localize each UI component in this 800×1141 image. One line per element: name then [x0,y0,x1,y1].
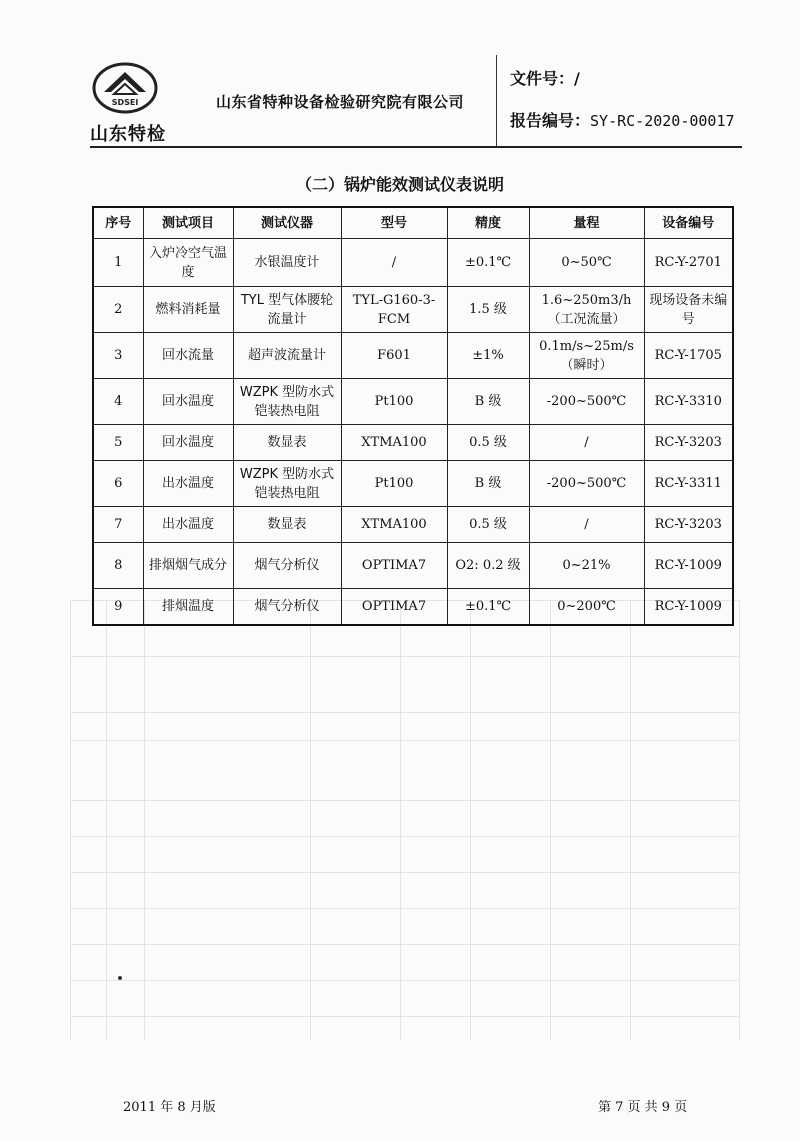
cell-model: TYL-G160-3-FCM [341,287,447,333]
cell-device-id: RC-Y-2701 [644,239,733,287]
cell-accuracy: B 级 [447,379,529,425]
cell-no: 3 [93,333,143,379]
report-number [510,108,735,131]
table-row [93,425,733,461]
cell-model: / [341,239,447,287]
cell-model: F601 [341,333,447,379]
col-header-instrument: 测试仪器 [233,207,341,239]
cell-test-item: 入炉冷空气温度 [143,239,233,287]
cell-device-id: RC-Y-1009 [644,543,733,589]
cell-accuracy: O2: 0.2 级 [447,543,529,589]
cell-accuracy: B 级 [447,461,529,507]
cell-instrument: 超声波流量计 [233,333,341,379]
cell-test-item: 出水温度 [143,507,233,543]
cell-instrument: 烟气分析仪 [233,543,341,589]
cell-no: 2 [93,287,143,333]
cell-accuracy: ±0.1℃ [447,589,529,625]
logo-text: 山东特检 [90,124,166,145]
cell-range: 1.6~250m3/h（工况流量） [529,287,644,333]
cell-model: Pt100 [341,379,447,425]
cell-no: 8 [93,543,143,589]
page-number: 第 7 页 共 9 页 [598,1100,688,1115]
table-row [93,239,733,287]
bleed-through-background [70,600,740,1040]
cell-range: 0.1m/s~25m/s（瞬时） [529,333,644,379]
edition-label: 2011 年 8 月版 [123,1100,216,1115]
cell-instrument: 数显表 [233,507,341,543]
header-divider [496,55,497,146]
file-number: 文件号：/ [510,69,580,88]
cell-instrument: 烟气分析仪 [233,589,341,625]
cell-model: XTMA100 [341,507,447,543]
col-header-range: 量程 [529,207,644,239]
sdsei-logo-icon [92,62,158,114]
cell-instrument: 水银温度计 [233,239,341,287]
cell-device-id: RC-Y-3310 [644,379,733,425]
table-row [93,333,733,379]
cell-range: -200~500℃ [529,461,644,507]
cell-range: 0~50℃ [529,239,644,287]
cell-range: 0~200℃ [529,589,644,625]
table-row [93,507,733,543]
cell-accuracy: 1.5 级 [447,287,529,333]
cell-test-item: 排烟烟气成分 [143,543,233,589]
cell-test-item: 回水流量 [143,333,233,379]
header-rule [90,146,742,148]
cell-range: 0~21% [529,543,644,589]
col-header-device: 设备编号 [644,207,733,239]
section-title: （二）锅炉能效测试仪表说明 [296,175,505,194]
cell-test-item: 燃料消耗量 [143,287,233,333]
cell-range: / [529,507,644,543]
cell-instrument: TYL 型气体腰轮流量计 [233,287,341,333]
cell-test-item: 出水温度 [143,461,233,507]
report-number-value: SY-RC-2020-00017 [590,112,735,130]
col-header-accuracy: 精度 [447,207,529,239]
cell-test-item: 排烟温度 [143,589,233,625]
cell-no: 6 [93,461,143,507]
cell-model: OPTIMA7 [341,543,447,589]
cell-range: -200~500℃ [529,379,644,425]
cell-device-id: RC-Y-3203 [644,425,733,461]
cell-no: 5 [93,425,143,461]
cell-instrument: WZPK 型防水式铠装热电阻 [233,379,341,425]
cell-device-id: RC-Y-1009 [644,589,733,625]
cell-range: / [529,425,644,461]
cell-no: 1 [93,239,143,287]
cell-model: Pt100 [341,461,447,507]
table-header-row [93,207,733,239]
report-number-label: 报告编号： [510,111,591,130]
speck-mark [118,976,122,980]
col-header-model: 型号 [341,207,447,239]
table-row [93,379,733,425]
table-row [93,543,733,589]
cell-accuracy: ±0.1℃ [447,239,529,287]
table-row [93,287,733,333]
cell-device-id: RC-Y-3203 [644,507,733,543]
cell-accuracy: ±1% [447,333,529,379]
organization-name: 山东省特种设备检验研究院有限公司 [216,93,465,111]
col-header-item: 测试项目 [143,207,233,239]
cell-device-id: RC-Y-3311 [644,461,733,507]
cell-model: XTMA100 [341,425,447,461]
col-header-no: 序号 [93,207,143,239]
cell-no: 7 [93,507,143,543]
cell-accuracy: 0.5 级 [447,507,529,543]
cell-device-id: 现场设备未编号 [644,287,733,333]
cell-test-item: 回水温度 [143,379,233,425]
cell-instrument: WZPK 型防水式铠装热电阻 [233,461,341,507]
instrument-table [92,206,734,626]
svg-text:SDSEI: SDSEI [111,98,139,107]
cell-model: OPTIMA7 [341,589,447,625]
cell-accuracy: 0.5 级 [447,425,529,461]
table-row [93,461,733,507]
cell-no: 9 [93,589,143,625]
cell-no: 4 [93,379,143,425]
cell-instrument: 数显表 [233,425,341,461]
cell-test-item: 回水温度 [143,425,233,461]
cell-device-id: RC-Y-1705 [644,333,733,379]
